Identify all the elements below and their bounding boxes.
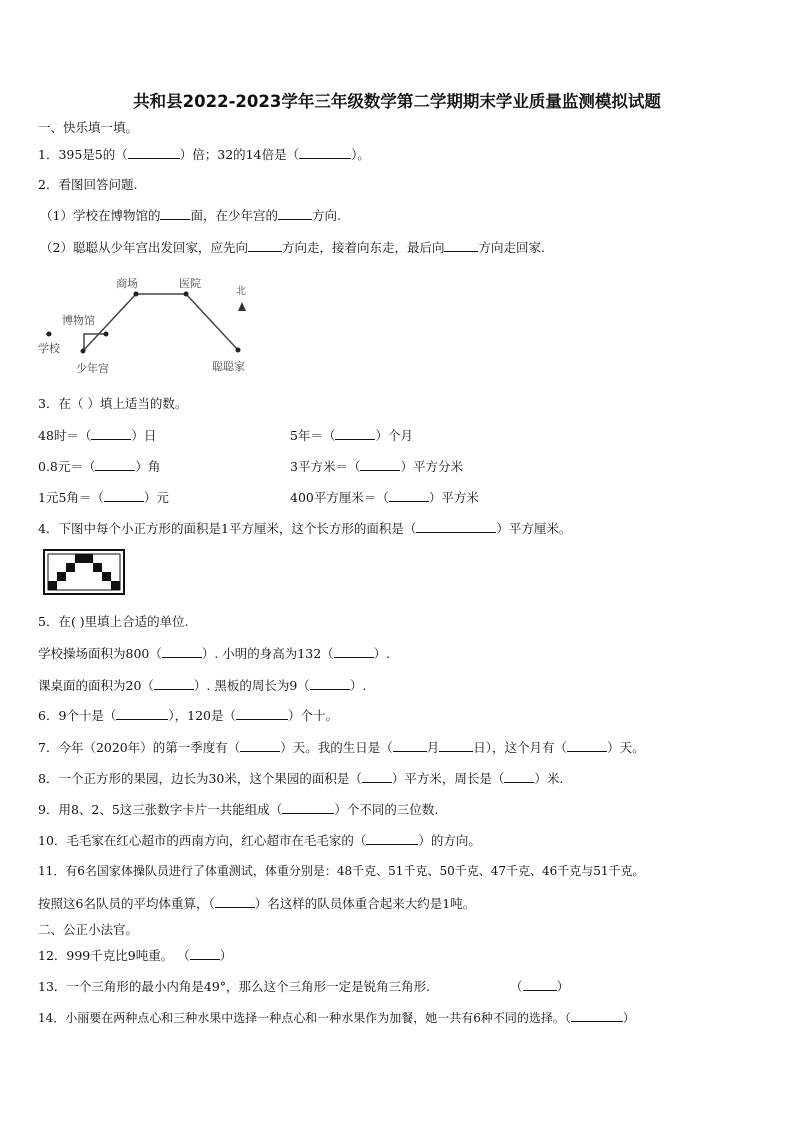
answer-blank[interactable] xyxy=(104,489,144,502)
question-3-item: 1元5角＝（ ）元 xyxy=(38,490,169,505)
answer-blank[interactable] xyxy=(334,645,374,658)
map-label-school: 学校 xyxy=(38,342,60,355)
map-point-museum xyxy=(104,332,109,337)
answer-blank[interactable] xyxy=(416,520,496,533)
question-3-stem: 3．在（ ）填上适当的数。 xyxy=(38,396,188,411)
question-3-item: 3平方米＝（ ）平方分米 xyxy=(290,459,463,474)
question-5-row-1: 学校操场面积为800（ ）. 小明的身高为132（ ）. xyxy=(38,646,391,661)
question-14: 14．小丽要在两种点心和三种水果中选择一种点心和一种水果作为加餐，她一共有6种不同的选择。（ ） xyxy=(38,1011,635,1025)
answer-blank[interactable] xyxy=(240,739,280,752)
direction-map-figure xyxy=(36,272,266,382)
question-13: 13．一个三角形的最小内角是49°，那么这个三角形一定是锐角三角形. （ ） xyxy=(38,979,570,994)
question-6: 6．9个十是（ ），120是（ ）个十。 xyxy=(38,708,339,723)
question-3-item: 48时＝（ ）日 xyxy=(38,428,157,443)
map-point-youth-palace xyxy=(81,349,86,354)
answer-blank[interactable] xyxy=(360,458,400,471)
answer-blank[interactable] xyxy=(116,707,168,720)
question-3-item: 0.8元＝（ ）角 xyxy=(38,459,161,474)
answer-blank[interactable] xyxy=(504,770,534,783)
question-3-item: 5年＝（ ）个月 xyxy=(290,428,413,443)
answer-blank[interactable] xyxy=(91,427,131,440)
question-8: 8．一个正方形的果园，边长为30米，这个果园的面积是（ ）平方米，周长是（ ）米. xyxy=(38,771,564,786)
question-7: 7．今年（2020年）的第一季度有（ ）天。我的生日是（ 月 日），这个月有（ ）天。 xyxy=(38,740,645,755)
answer-blank[interactable] xyxy=(444,239,478,252)
answer-blank[interactable] xyxy=(248,239,282,252)
section-2-heading: 二、公正小法官。 xyxy=(38,922,139,937)
answer-blank[interactable] xyxy=(393,739,427,752)
map-label-hospital: 医院 xyxy=(179,277,201,290)
question-2-part-1: （1）学校在博物馆的 面，在少年宫的 方向. xyxy=(40,208,341,223)
answer-blank[interactable] xyxy=(278,207,312,220)
answer-blank[interactable] xyxy=(366,832,418,845)
map-point-school xyxy=(47,332,52,337)
map-point-market xyxy=(134,292,139,297)
map-label-museum: 博物馆 xyxy=(62,314,95,327)
answer-blank[interactable] xyxy=(215,895,255,908)
question-2-stem: 2．看图回答问题. xyxy=(38,177,138,192)
route-line xyxy=(84,334,106,350)
answer-blank[interactable] xyxy=(389,489,429,502)
question-2-part-2: （2）聪聪从少年宫出发回家，应先向 方向走，接着向东走，最后向 方向走回家. xyxy=(40,240,545,255)
answer-blank[interactable] xyxy=(571,1009,623,1022)
answer-blank[interactable] xyxy=(310,677,350,690)
question-5-stem: 5．在( )里填上合适的单位. xyxy=(38,614,189,629)
answer-blank[interactable] xyxy=(335,427,375,440)
map-label-market: 商场 xyxy=(116,277,138,290)
map-label-home: 聪聪家 xyxy=(212,360,245,373)
map-label-youth-palace: 少年宫 xyxy=(76,362,109,375)
answer-blank[interactable] xyxy=(162,645,202,658)
answer-blank[interactable] xyxy=(567,739,607,752)
question-12: 12．999千克比9吨重。 （ ） xyxy=(38,948,233,963)
answer-blank[interactable] xyxy=(362,770,392,783)
answer-blank[interactable] xyxy=(299,146,351,159)
question-11-line-2: 按照这6名队员的平均体重算，（ ）名这样的队员体重合起来大约是1吨。 xyxy=(38,896,476,911)
map-point-hospital xyxy=(184,292,189,297)
question-10: 10．毛毛家在红心超市的西南方向，红心超市在毛毛家的（ ）的方向。 xyxy=(38,833,481,848)
grid-rectangle-figure xyxy=(43,549,125,595)
answer-blank[interactable] xyxy=(95,458,135,471)
page-title: 共和县2022-2023学年三年级数学第二学期期末学业质量监测模拟试题 xyxy=(133,92,661,111)
question-4: 4．下图中每个小正方形的面积是1平方厘米，这个长方形的面积是（ ）平方厘米。 xyxy=(38,521,572,536)
answer-blank[interactable] xyxy=(128,146,180,159)
north-label: 北 xyxy=(236,286,246,297)
map-point-home xyxy=(236,348,241,353)
answer-blank[interactable] xyxy=(236,707,288,720)
answer-blank[interactable] xyxy=(154,677,194,690)
answer-blank[interactable] xyxy=(439,739,473,752)
north-arrow-icon xyxy=(238,302,246,311)
answer-blank[interactable] xyxy=(523,978,557,991)
route-line xyxy=(82,294,238,352)
question-5-row-2: 课桌面的面积为20（ ）. 黑板的周长为9（ ）. xyxy=(38,678,367,693)
answer-blank[interactable] xyxy=(160,207,190,220)
answer-blank[interactable] xyxy=(282,801,334,814)
question-3-item: 400平方厘米＝（ ）平方米 xyxy=(290,490,479,505)
answer-blank[interactable] xyxy=(190,947,220,960)
question-11-line-1: 11．有6名国家体操队员进行了体重测试，体重分别是：48千克、51千克、50千克、47千克、46千克与51千克。 xyxy=(38,864,645,878)
question-1: 1．395是5的（ ）倍；32的14倍是（ ）。 xyxy=(38,147,370,162)
section-1-heading: 一、快乐填一填。 xyxy=(38,120,139,135)
question-9: 9．用8、2、5这三张数字卡片一共能组成（ ）个不同的三位数. xyxy=(38,802,439,817)
